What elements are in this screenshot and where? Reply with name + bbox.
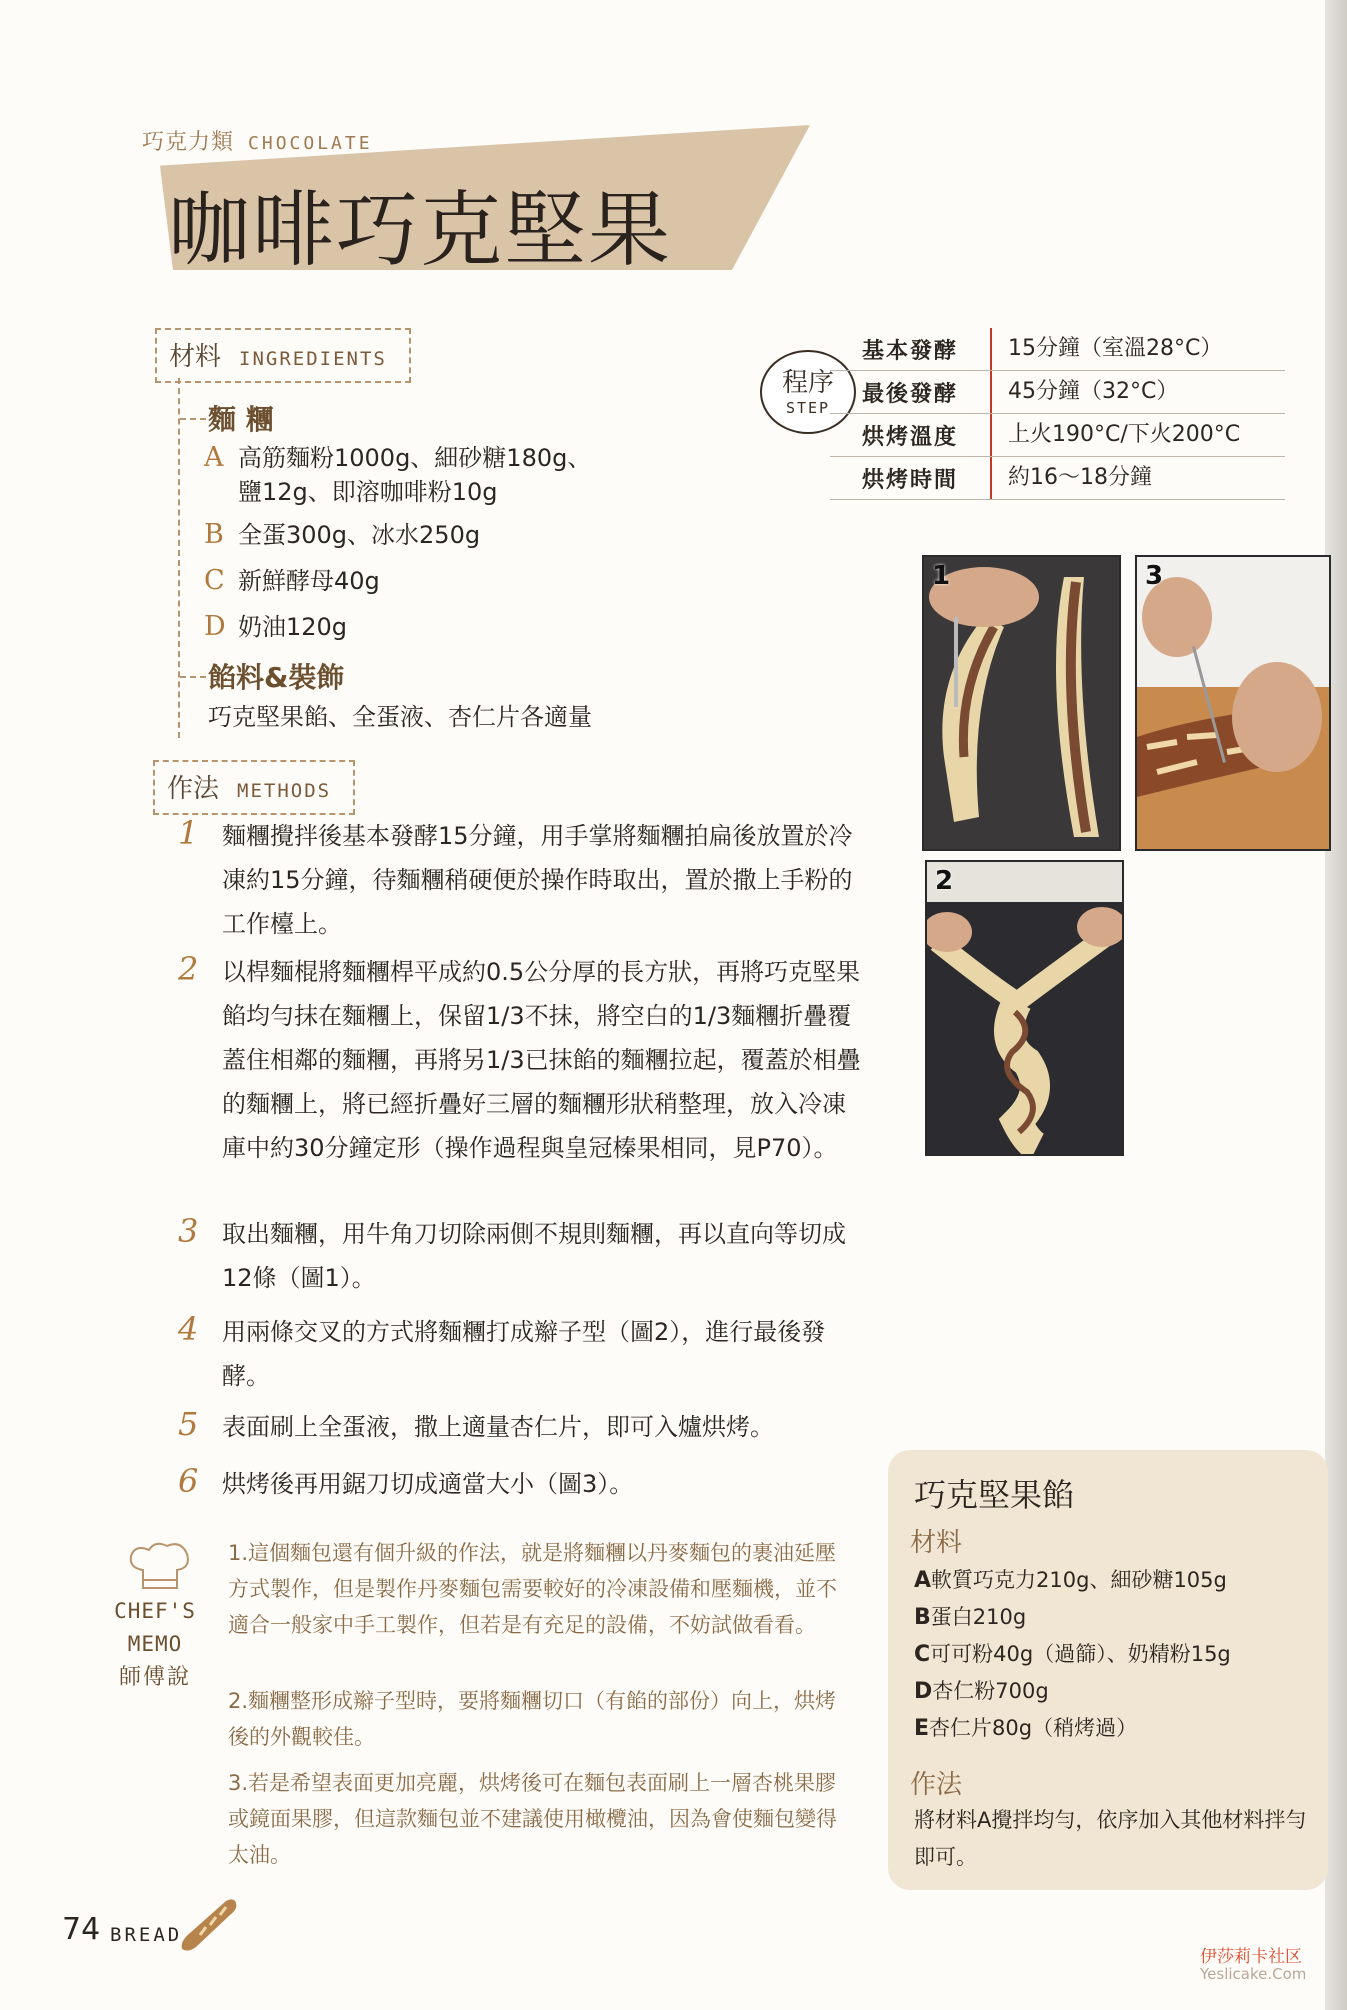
step-number: 4	[178, 1310, 199, 1348]
ingredient-letter: A	[204, 442, 224, 473]
program-row	[830, 414, 1285, 457]
program-table	[830, 328, 1285, 500]
program-label: 烘烤溫度	[861, 424, 958, 450]
filling-item-text: 軟質巧克力210g、細砂糖105g	[931, 1568, 1227, 1592]
page-section-word: BREAD	[110, 1924, 183, 1946]
dough-branch	[180, 418, 206, 420]
ingredient-text: 新鮮酵母40g	[238, 567, 380, 595]
watermark-zh: 伊莎莉卡社区	[1200, 1947, 1302, 1967]
photo-2-image	[927, 862, 1122, 1154]
program-value: 上火190°C/下火200°C	[990, 414, 1240, 456]
ingredient-text: 全蛋300g、冰水250g	[238, 521, 481, 549]
method-step-4	[178, 1310, 878, 1402]
filling-item	[914, 1710, 1314, 1747]
filling-recipe-box	[888, 1450, 1328, 1890]
program-row	[830, 328, 1285, 371]
program-value: 約16～18分鐘	[990, 457, 1152, 499]
photo-step-3	[1135, 555, 1331, 851]
step-number: 2	[178, 950, 199, 988]
ingredients-tree-line	[178, 378, 180, 738]
chef-note-3: 3.若是希望表面更加亮麗，烘烤後可在麵包表面刷上一層杏桃果膠或鏡面果膠，但這款麵包並不建議使用橄欖油，因為會使麵包變得太油。	[228, 1771, 837, 1867]
filling-item-text: 杏仁片80g（稍烤過）	[929, 1716, 1138, 1740]
step-number: 5	[178, 1405, 199, 1443]
method-step-1	[178, 814, 878, 954]
filling-item	[914, 1673, 1314, 1710]
filling-item-text: 蛋白210g	[930, 1605, 1027, 1629]
photo-2-number: 2	[935, 866, 954, 896]
program-label: 最後發酵	[861, 381, 958, 407]
step-text: 烘烤後再用鋸刀切成適當大小（圖3）。	[222, 1470, 634, 1498]
program-label: 烘烤時間	[861, 467, 958, 493]
program-row	[830, 457, 1285, 500]
filling-item-letter: A	[914, 1568, 932, 1593]
ingredients-label-en: INGREDIENTS	[239, 348, 387, 370]
filling-text: 巧克堅果餡、全蛋液、杏仁片各適量	[208, 703, 592, 731]
filling-item	[914, 1636, 1314, 1673]
chef-hat-icon	[125, 1540, 195, 1596]
watermark-en: Yeslicake.Com	[1200, 1965, 1307, 1983]
filling-item-letter: C	[914, 1642, 931, 1667]
method-step-2	[178, 950, 878, 1220]
ingredients-header	[155, 328, 411, 383]
step-number: 1	[178, 814, 199, 852]
chef-label-en2: MEMO	[127, 1632, 183, 1656]
filling-item	[914, 1562, 1314, 1599]
ingredients-label-zh: 材料	[169, 342, 222, 372]
photo-1-image	[924, 557, 1119, 849]
filling-materials-list	[914, 1562, 1314, 1747]
dough-heading: 麵 糰	[208, 403, 274, 436]
program-row	[830, 371, 1285, 414]
method-step-5	[178, 1405, 878, 1453]
filling-branch	[180, 676, 206, 678]
methods-header	[153, 760, 355, 815]
step-text: 取出麵糰，用牛角刀切除兩側不規則麵糰，再以直向等切成12條（圖1）。	[222, 1220, 846, 1292]
filling-item-text: 杏仁粉700g	[932, 1679, 1049, 1703]
chef-label-zh: 師傅說	[118, 1665, 191, 1690]
program-value: 45分鐘（32°C）	[990, 371, 1178, 413]
step-number: 6	[178, 1462, 199, 1500]
method-step-3	[178, 1212, 878, 1304]
methods-label-en: METHODS	[237, 780, 332, 802]
step-text: 表面刷上全蛋液，撒上適量杏仁片，即可入爐烘烤。	[222, 1413, 774, 1441]
filling-item	[914, 1599, 1314, 1636]
ingredient-c	[204, 564, 380, 598]
chef-label-en1: CHEF'S	[114, 1599, 196, 1623]
ingredient-text: 高筋麵粉1000g、細砂糖180g、	[238, 444, 592, 472]
photo-1-number: 1	[932, 561, 951, 591]
chef-memo-label	[100, 1595, 210, 1694]
filling-item-text: 可可粉40g（過篩）、奶精粉15g	[930, 1642, 1231, 1666]
book-spine-shadow	[1325, 0, 1347, 2010]
program-value: 15分鐘（室溫28°C）	[990, 328, 1222, 370]
ingredient-text: 奶油120g	[238, 613, 348, 641]
ingredient-a	[204, 441, 684, 509]
program-bubble-zh: 程序	[781, 368, 834, 398]
ingredient-letter: C	[204, 565, 225, 596]
chef-note-1: 1.這個麵包還有個升級的作法，就是將麵糰以丹麥麵包的裹油延壓方式製作，但是製作丹麥麵包需要較好的冷凍設備和壓麵機，並不適合一般家中手工製作，但若是有充足的設備，不妨試做看看。	[228, 1541, 837, 1637]
ingredient-letter: B	[204, 519, 224, 550]
method-step-6	[178, 1462, 878, 1510]
ingredient-b	[204, 518, 480, 552]
photo-3-image	[1137, 557, 1329, 849]
filling-method-text: 將材料A攪拌均勻，依序加入其他材料拌勻即可。	[914, 1808, 1307, 1869]
step-text: 用兩條交叉的方式將麵糰打成辮子型（圖2），進行最後發酵。	[222, 1318, 826, 1390]
ingredient-d	[204, 610, 347, 644]
methods-label-zh: 作法	[167, 774, 220, 804]
baguette-icon	[176, 1895, 240, 1955]
filling-item-letter: D	[914, 1679, 933, 1704]
photo-3-number: 3	[1145, 561, 1164, 591]
filling-box-title: 巧克堅果餡	[914, 1476, 1075, 1514]
chef-note-2: 2.麵糰整形成辮子型時，要將麵糰切口（有餡的部份）向上，烘烤後的外觀較佳。	[228, 1689, 837, 1749]
category-en: CHOCOLATE	[248, 133, 373, 154]
photo-step-1	[922, 555, 1121, 851]
program-label: 基本發酵	[861, 338, 958, 364]
step-number: 3	[178, 1212, 199, 1250]
filling-materials-label: 材料	[910, 1528, 963, 1558]
photo-step-2	[925, 860, 1124, 1156]
category-zh: 巧克力類	[142, 130, 235, 155]
filling-item-letter: B	[914, 1605, 931, 1630]
recipe-title: 咖啡巧克堅果	[168, 183, 673, 278]
category-label	[142, 125, 373, 156]
filling-item-letter: E	[914, 1716, 930, 1741]
filling-heading: 餡料&裝飾	[208, 661, 345, 694]
step-text: 以桿麵棍將麵糰桿平成約0.5公分厚的長方狀，再將巧克堅果餡均勻抹在麵糰上，保留1/3不抹，將空白的1/3麵糰折疊覆蓋住相鄰的麵糰，再將另1/3已抹餡的麵糰拉起，覆蓋於相疊的麵糰上，將已經折疊好三層的麵糰形狀稍整理，放入冷凍庫中約30分鐘定形（操作過程與皇冠榛果相同，見P70）。	[222, 958, 861, 1162]
filling-method-label: 作法	[910, 1770, 963, 1800]
page-number: 74	[62, 1912, 101, 1947]
step-text: 麵糰攪拌後基本發酵15分鐘，用手掌將麵糰拍扁後放置於冷凍約15分鐘，待麵糰稍硬便於操作時取出，置於撒上手粉的工作檯上。	[222, 822, 853, 938]
ingredient-letter: D	[204, 611, 226, 642]
program-bubble-en: STEP	[785, 399, 831, 417]
ingredient-text-2: 鹽12g、即溶咖啡粉10g	[238, 478, 498, 506]
